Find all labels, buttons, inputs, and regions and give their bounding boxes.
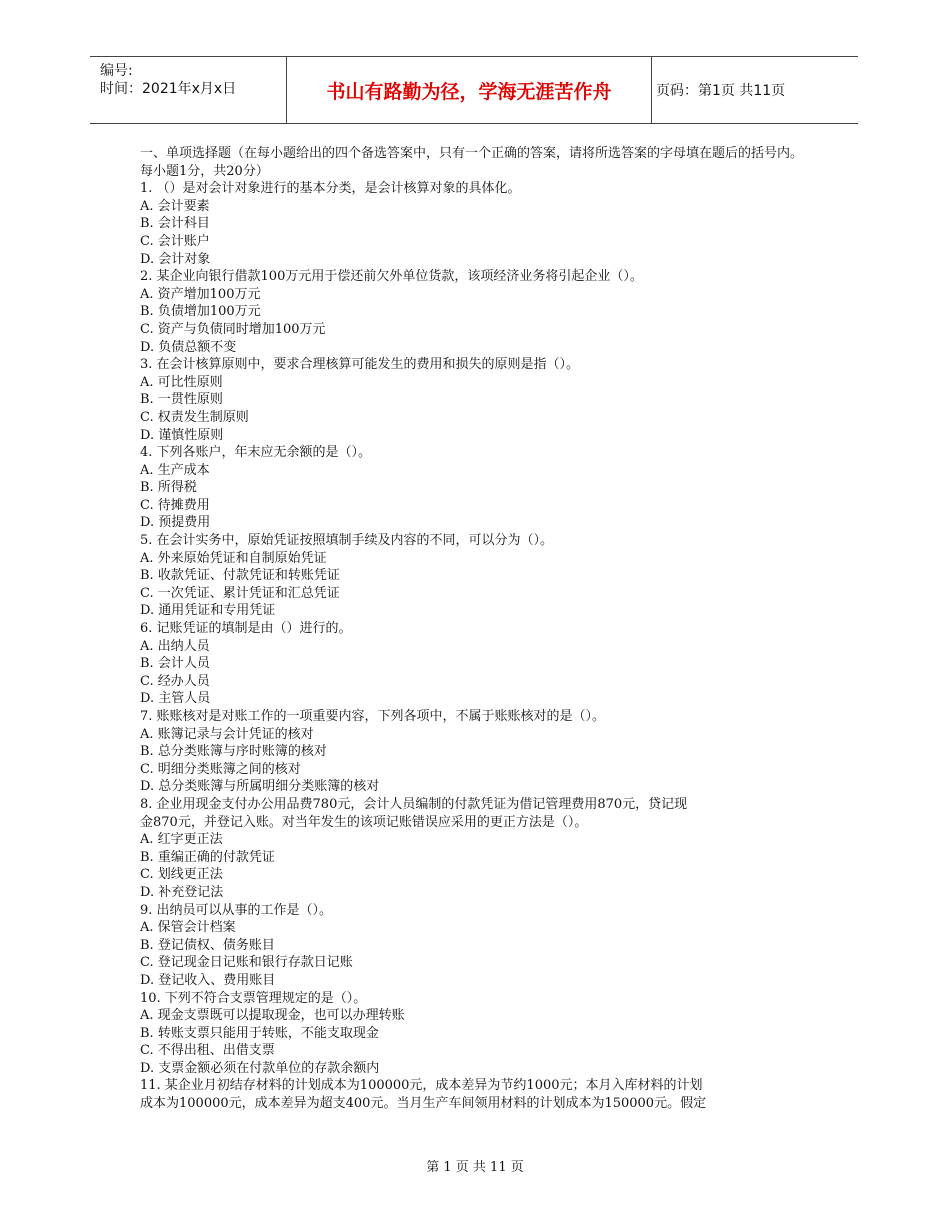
header-page-info-cell [656,57,856,123]
text-line: D. 支票金额必须在付款单位的存款余额内 [140,1060,380,1076]
text-line: A. 会计要素 [140,198,210,214]
text-line: A. 保管会计档案 [140,920,236,936]
text-line: B. 登记债权、债务账目 [140,937,275,953]
text-line: D. 总分类账簿与所属明细分类账簿的核对 [140,779,380,795]
text-line: D. 通用凭证和专用凭证 [140,603,276,619]
text-line: A. 生产成本 [140,462,210,478]
page-info: 页码：第1页 共11页 [656,83,786,99]
text-line: 6. 记账凭证的填制是由（）进行的。 [140,621,352,637]
text-line: C. 明细分类账簿之间的核对 [140,761,301,777]
text-line: C. 划线更正法 [140,867,223,883]
text-line: A. 账簿记录与会计凭证的核对 [140,726,314,742]
page-footer: 第 1 页 共 11 页 [426,1160,524,1175]
text-line: D. 登记收入、费用账目 [140,972,276,988]
text-line: B. 会计科目 [140,216,210,232]
text-line: 4. 下列各账户，年末应无余额的是（）。 [140,445,372,461]
text-line: 11. 某企业月初结存材料的计划成本为100000元，成本差异为节约1000元；本月入库材料的计划 [140,1078,703,1094]
text-line: C. 一次凭证、累计凭证和汇总凭证 [140,585,340,601]
text-line: 5. 在会计实务中，原始凭证按照填制手续及内容的不同，可以分为（）。 [140,533,554,549]
text-line: B. 所得税 [140,480,197,496]
text-line: 9. 出纳员可以从事的工作是（）。 [140,902,333,918]
text-line: C. 会计账户 [140,233,210,249]
motto: 书山有路勤为径，学海无涯苦作舟 [326,80,612,103]
text-line: A. 可比性原则 [140,374,223,390]
document-number-label: 编号: [100,63,133,79]
text-line: A. 出纳人员 [140,638,210,654]
text-line: B. 重编正确的付款凭证 [140,849,275,865]
question-lines [140,180,812,1112]
text-line: B. 一贯性原则 [140,392,223,408]
text-line: 1. （）是对会计对象进行的基本分类，是会计核算对象的具体化。 [140,181,521,197]
text-line: B. 负债增加100万元 [140,304,261,320]
text-line: B. 收款凭证、付款凭证和转账凭证 [140,568,340,584]
text-line: D. 会计对象 [140,251,211,267]
header-meta [100,57,286,128]
text-line: D. 负债总额不变 [140,339,237,355]
page-header [90,56,858,124]
header-motto-cell [286,57,652,123]
document-date: 时间：2021年x月x日 [100,81,237,97]
text-line: D. 主管人员 [140,691,211,707]
text-line: D. 预提费用 [140,515,211,531]
text-line: D. 谨慎性原则 [140,427,224,443]
text-line: 2. 某企业向银行借款100万元用于偿还前欠外单位货款，该项经济业务将引起企业（）。 [140,269,643,285]
text-line: 7. 账账核对是对账工作的一项重要内容，下列各项中，不属于账账核对的是（）。 [140,709,606,724]
text-line: C. 经办人员 [140,673,210,689]
text-line: C. 待摊费用 [140,497,210,513]
text-line: B. 转账支票只能用于转账，不能支取现金 [140,1025,379,1041]
section-intro: 一、单项选择题（在每小题给出的四个备选答案中，只有一个正确的答案，请将所选答案的字母填在题后的括号内。每小题1分，共20分） [140,146,804,179]
text-line: 8. 企业用现金支付办公用品费780元，会计人员编制的付款凭证为借记管理费用870元，贷记现 [140,796,688,812]
text-line: 3. 在会计核算原则中，要求合理核算可能发生的费用和损失的原则是指（）。 [140,357,580,373]
question-body [140,145,812,1113]
text-line: A. 红字更正法 [140,832,223,848]
text-line: C. 权责发生制原则 [140,409,249,425]
text-line: A. 资产增加100万元 [140,286,261,302]
text-line: D. 补充登记法 [140,884,224,900]
text-line: A. 现金支票既可以提取现金，也可以办理转账 [140,1008,405,1024]
text-line: C. 资产与负债同时增加100万元 [140,321,326,337]
text-line: 金870元，并登记入账。对当年发生的该项记账错误应采用的更正方法是（）。 [140,814,588,830]
text-line: 10. 下列不符合支票管理规定的是（）。 [140,990,367,1006]
text-line: B. 总分类账簿与序时账簿的核对 [140,744,327,760]
text-line: C. 不得出租、出借支票 [140,1043,275,1059]
text-line: A. 外来原始凭证和自制原始凭证 [140,550,327,566]
text-line: B. 会计人员 [140,656,210,672]
text-line: C. 登记现金日记账和银行存款日记账 [140,955,353,971]
text-line: 成本为100000元，成本差异为超支400元。当月生产车间领用材料的计划成本为150000元。假定 [140,1096,707,1112]
